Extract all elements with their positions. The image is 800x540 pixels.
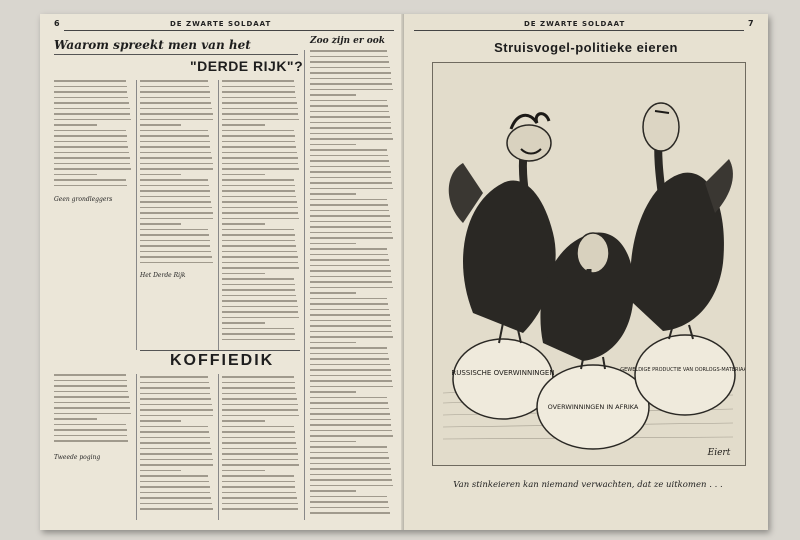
text-line bbox=[222, 207, 298, 209]
text-line bbox=[310, 358, 389, 360]
text-line bbox=[222, 497, 297, 499]
text-line bbox=[54, 174, 97, 176]
text-line bbox=[222, 152, 297, 154]
text-line bbox=[310, 375, 391, 377]
left-page bbox=[40, 14, 404, 530]
right-header-rule bbox=[414, 30, 744, 31]
text-line bbox=[310, 435, 393, 437]
text-line bbox=[310, 215, 390, 217]
text-line bbox=[310, 182, 392, 184]
text-line bbox=[140, 108, 212, 110]
right-running-head: DE ZWARTE SOLDAAT bbox=[524, 20, 626, 28]
text-line bbox=[310, 144, 356, 146]
egg-label-russische: RUSSISCHE OVERWINNINGEN bbox=[451, 369, 555, 377]
text-line bbox=[140, 97, 210, 99]
text-line bbox=[310, 226, 391, 228]
text-line bbox=[54, 435, 127, 437]
left-header-rule bbox=[64, 30, 394, 31]
text-line bbox=[140, 442, 210, 444]
text-line bbox=[222, 486, 295, 488]
cartoon-caption: Van stinkeieren kan niemand verwachten, dat ze uitkomen . . . bbox=[453, 480, 723, 490]
text-line bbox=[310, 364, 390, 366]
text-line bbox=[222, 141, 295, 143]
text-line bbox=[222, 284, 295, 286]
text-line bbox=[54, 407, 130, 409]
text-line bbox=[222, 503, 298, 505]
text-line bbox=[310, 298, 387, 300]
text-line bbox=[140, 459, 213, 461]
text-line bbox=[222, 240, 295, 242]
text-line bbox=[222, 442, 296, 444]
text-line bbox=[54, 80, 126, 82]
text-line bbox=[222, 91, 295, 93]
text-line bbox=[310, 320, 391, 322]
text-line bbox=[310, 133, 392, 135]
text-line bbox=[140, 80, 208, 82]
text-line bbox=[222, 130, 294, 132]
text-line bbox=[54, 424, 126, 426]
text-line bbox=[310, 386, 393, 388]
text-line bbox=[310, 122, 391, 124]
text-line bbox=[222, 124, 265, 126]
text-column-2 bbox=[140, 80, 214, 267]
text-line bbox=[310, 397, 387, 399]
text-line bbox=[310, 507, 389, 509]
text-line bbox=[310, 402, 388, 404]
text-line bbox=[310, 248, 387, 250]
text-line bbox=[140, 174, 181, 176]
section-rule bbox=[140, 350, 300, 351]
text-line bbox=[222, 387, 295, 389]
text-line bbox=[310, 94, 356, 96]
text-line bbox=[140, 102, 211, 104]
text-line bbox=[222, 289, 295, 291]
text-line bbox=[222, 251, 297, 253]
text-line bbox=[222, 229, 294, 231]
left-page-number: 6 bbox=[54, 19, 60, 28]
text-line bbox=[222, 102, 297, 104]
text-line bbox=[54, 380, 127, 382]
text-line bbox=[310, 221, 391, 223]
text-line bbox=[222, 86, 295, 88]
text-line bbox=[140, 234, 209, 236]
text-line bbox=[222, 311, 298, 313]
headline-rule bbox=[54, 54, 298, 55]
text-column-6 bbox=[140, 376, 214, 514]
text-line bbox=[222, 185, 295, 187]
text-line bbox=[54, 185, 127, 187]
text-line bbox=[310, 441, 356, 443]
right-page bbox=[404, 14, 768, 530]
cartoon-signature: Eiert bbox=[707, 448, 731, 458]
text-line bbox=[140, 426, 208, 428]
text-line bbox=[222, 481, 295, 483]
text-line bbox=[222, 245, 296, 247]
text-line bbox=[222, 256, 298, 258]
text-line bbox=[222, 300, 297, 302]
text-line bbox=[310, 430, 392, 432]
text-column-3 bbox=[222, 80, 300, 344]
text-line bbox=[54, 163, 130, 165]
text-line bbox=[140, 201, 211, 203]
text-line bbox=[140, 240, 210, 242]
text-line bbox=[54, 391, 128, 393]
text-line bbox=[310, 419, 391, 421]
text-line bbox=[222, 448, 297, 450]
text-line bbox=[140, 382, 209, 384]
section-title-koffiedik: KOFFIEDIK bbox=[170, 352, 275, 369]
text-line bbox=[140, 448, 211, 450]
text-line bbox=[140, 437, 210, 439]
text-line bbox=[140, 229, 208, 231]
text-line bbox=[140, 393, 210, 395]
text-line bbox=[140, 223, 181, 225]
text-line bbox=[310, 61, 389, 63]
text-line bbox=[140, 212, 213, 214]
text-line bbox=[310, 380, 392, 382]
text-line bbox=[310, 468, 391, 470]
column-rule bbox=[218, 80, 219, 350]
text-line bbox=[222, 431, 295, 433]
text-line bbox=[310, 67, 390, 69]
text-line bbox=[140, 157, 212, 159]
column-rule bbox=[304, 50, 305, 520]
text-line bbox=[310, 408, 389, 410]
text-line bbox=[310, 391, 356, 393]
text-line bbox=[140, 431, 209, 433]
text-line bbox=[222, 212, 298, 214]
text-line bbox=[310, 160, 389, 162]
subhead-derde-rijk: Het Derde Rijk bbox=[140, 272, 186, 279]
text-line bbox=[54, 385, 127, 387]
text-line bbox=[140, 190, 210, 192]
text-line bbox=[222, 453, 298, 455]
cartoon-title: Struisvogel-politieke eieren bbox=[494, 40, 678, 55]
text-line bbox=[140, 508, 213, 510]
text-line bbox=[310, 265, 390, 267]
text-line bbox=[310, 100, 387, 102]
text-line bbox=[310, 237, 393, 239]
text-line bbox=[222, 146, 296, 148]
text-line bbox=[310, 166, 390, 168]
text-line bbox=[140, 481, 209, 483]
text-line bbox=[310, 474, 391, 476]
text-line bbox=[140, 470, 181, 472]
text-line bbox=[140, 163, 213, 165]
text-line bbox=[222, 317, 299, 319]
text-column-1 bbox=[54, 80, 132, 190]
text-line bbox=[310, 309, 389, 311]
text-line bbox=[140, 119, 213, 121]
text-line bbox=[222, 492, 296, 494]
text-line bbox=[310, 314, 390, 316]
text-line bbox=[140, 146, 210, 148]
text-line bbox=[222, 273, 265, 275]
text-line bbox=[310, 138, 393, 140]
text-line bbox=[140, 256, 212, 258]
text-line bbox=[310, 243, 356, 245]
text-line bbox=[310, 199, 387, 201]
text-line bbox=[310, 83, 392, 85]
text-line bbox=[140, 113, 213, 115]
text-line bbox=[310, 496, 387, 498]
text-line bbox=[54, 135, 127, 137]
text-line bbox=[140, 398, 211, 400]
text-line bbox=[310, 193, 356, 195]
text-line bbox=[310, 303, 388, 305]
text-line bbox=[310, 446, 387, 448]
text-line bbox=[310, 149, 387, 151]
text-line bbox=[140, 262, 213, 264]
text-line bbox=[222, 306, 298, 308]
egg-label-afrika: OVERWINNINGEN IN AFRIKA bbox=[547, 403, 639, 411]
text-line bbox=[140, 464, 213, 466]
text-line bbox=[222, 393, 296, 395]
text-line bbox=[54, 374, 126, 376]
text-line bbox=[54, 402, 130, 404]
text-line bbox=[310, 413, 390, 415]
text-column-5 bbox=[54, 374, 132, 446]
text-line bbox=[222, 97, 296, 99]
text-line bbox=[310, 512, 390, 514]
text-line bbox=[140, 124, 181, 126]
text-line bbox=[222, 333, 295, 335]
text-line bbox=[140, 179, 208, 181]
text-line bbox=[222, 174, 265, 176]
text-line bbox=[222, 376, 294, 378]
text-line bbox=[310, 287, 393, 289]
text-line bbox=[222, 420, 265, 422]
text-line bbox=[140, 404, 212, 406]
text-line bbox=[54, 86, 127, 88]
text-line bbox=[140, 135, 209, 137]
text-line bbox=[310, 501, 388, 503]
text-line bbox=[310, 259, 389, 261]
text-line bbox=[310, 254, 388, 256]
text-line bbox=[222, 475, 294, 477]
text-line bbox=[140, 486, 210, 488]
egg-label-productie: GEWELDIGE PRODUCTIE VAN OORLOGS-MATERIAAL bbox=[620, 367, 745, 373]
text-line bbox=[222, 201, 297, 203]
text-line bbox=[310, 204, 388, 206]
text-line bbox=[54, 179, 126, 181]
text-line bbox=[310, 292, 356, 294]
text-line bbox=[140, 415, 213, 417]
text-line bbox=[222, 328, 294, 330]
text-line bbox=[140, 475, 208, 477]
text-line bbox=[54, 97, 128, 99]
text-line bbox=[222, 179, 294, 181]
text-line bbox=[222, 508, 298, 510]
text-line bbox=[222, 223, 265, 225]
text-line bbox=[310, 463, 390, 465]
text-line bbox=[222, 262, 298, 264]
text-line bbox=[310, 369, 391, 371]
text-line bbox=[222, 426, 294, 428]
text-line bbox=[140, 196, 210, 198]
text-line bbox=[140, 218, 213, 220]
text-line bbox=[140, 492, 210, 494]
text-line bbox=[222, 135, 295, 137]
text-line bbox=[140, 207, 212, 209]
text-line bbox=[310, 347, 387, 349]
text-line bbox=[54, 146, 128, 148]
text-line bbox=[310, 424, 391, 426]
text-line bbox=[310, 336, 393, 338]
text-line bbox=[222, 196, 296, 198]
text-line bbox=[54, 429, 127, 431]
side-headline: Zoo zijn er ook bbox=[310, 36, 386, 46]
headline-part1: Waarom spreekt men van het bbox=[54, 38, 251, 52]
text-column-7 bbox=[222, 376, 300, 514]
text-line bbox=[222, 459, 298, 461]
text-line bbox=[222, 234, 295, 236]
text-line bbox=[140, 245, 210, 247]
text-line bbox=[310, 452, 388, 454]
text-line bbox=[222, 404, 298, 406]
text-line bbox=[222, 190, 295, 192]
text-line bbox=[54, 108, 130, 110]
text-line bbox=[310, 325, 391, 327]
text-line bbox=[310, 457, 389, 459]
text-line bbox=[310, 50, 387, 52]
text-line bbox=[310, 281, 392, 283]
headline-part2: "DERDE RIJK"? bbox=[190, 58, 304, 74]
ostrich-cartoon-drawing bbox=[433, 63, 745, 465]
text-column-4 bbox=[310, 50, 394, 518]
text-line bbox=[222, 470, 265, 472]
text-line bbox=[222, 295, 296, 297]
text-line bbox=[310, 56, 388, 58]
text-line bbox=[222, 168, 299, 170]
text-line bbox=[222, 437, 295, 439]
text-line bbox=[54, 440, 128, 442]
text-line bbox=[140, 376, 208, 378]
text-line bbox=[140, 497, 211, 499]
subhead-grondleggers: Geen grondleggers bbox=[54, 196, 113, 203]
text-line bbox=[222, 415, 299, 417]
text-line bbox=[54, 102, 129, 104]
text-line bbox=[140, 420, 181, 422]
subhead-tweede-poging: Tweede poging bbox=[54, 454, 101, 461]
text-line bbox=[310, 270, 391, 272]
text-line bbox=[222, 113, 298, 115]
text-line bbox=[222, 322, 265, 324]
text-line bbox=[310, 331, 392, 333]
text-line bbox=[222, 163, 298, 165]
text-line bbox=[310, 232, 392, 234]
text-line bbox=[140, 152, 211, 154]
column-rule bbox=[136, 374, 137, 520]
text-line bbox=[310, 353, 388, 355]
text-line bbox=[140, 168, 213, 170]
text-line bbox=[222, 398, 297, 400]
text-line bbox=[54, 396, 129, 398]
text-line bbox=[310, 89, 393, 91]
text-line bbox=[310, 72, 391, 74]
text-line bbox=[54, 168, 131, 170]
text-line bbox=[140, 251, 211, 253]
text-line bbox=[310, 116, 390, 118]
text-line bbox=[54, 413, 131, 415]
text-line bbox=[310, 188, 393, 190]
text-line bbox=[222, 267, 299, 269]
text-line bbox=[310, 105, 388, 107]
text-line bbox=[222, 119, 299, 121]
text-line bbox=[222, 218, 299, 220]
column-rule bbox=[218, 374, 219, 520]
text-line bbox=[54, 113, 130, 115]
text-line bbox=[54, 152, 129, 154]
text-line bbox=[310, 127, 391, 129]
text-line bbox=[222, 409, 298, 411]
text-line bbox=[310, 111, 389, 113]
text-line bbox=[140, 86, 209, 88]
text-line bbox=[54, 124, 97, 126]
text-line bbox=[140, 387, 210, 389]
text-line bbox=[54, 141, 127, 143]
text-line bbox=[140, 141, 210, 143]
text-line bbox=[140, 409, 213, 411]
text-line bbox=[140, 185, 209, 187]
text-line bbox=[54, 418, 97, 420]
text-line bbox=[222, 339, 295, 341]
text-line bbox=[222, 157, 298, 159]
text-line bbox=[140, 453, 212, 455]
text-line bbox=[310, 276, 391, 278]
text-line bbox=[310, 485, 393, 487]
text-line bbox=[222, 464, 299, 466]
right-page-number: 7 bbox=[748, 19, 754, 28]
text-line bbox=[222, 278, 294, 280]
text-line bbox=[310, 78, 391, 80]
text-line bbox=[140, 503, 212, 505]
text-line bbox=[310, 490, 356, 492]
text-line bbox=[54, 130, 126, 132]
text-line bbox=[310, 210, 389, 212]
cartoon-illustration bbox=[432, 62, 746, 466]
text-line bbox=[222, 108, 298, 110]
column-rule bbox=[136, 80, 137, 350]
text-line bbox=[54, 119, 131, 121]
text-line bbox=[310, 171, 391, 173]
text-line bbox=[140, 130, 208, 132]
left-running-head: DE ZWARTE SOLDAAT bbox=[170, 20, 272, 28]
text-line bbox=[310, 479, 392, 481]
text-line bbox=[54, 91, 127, 93]
text-line bbox=[310, 342, 356, 344]
text-line bbox=[310, 155, 388, 157]
text-line bbox=[54, 157, 130, 159]
text-line bbox=[222, 80, 294, 82]
text-line bbox=[310, 177, 391, 179]
text-line bbox=[222, 382, 295, 384]
newspaper-spread bbox=[40, 14, 768, 530]
text-line bbox=[140, 91, 210, 93]
